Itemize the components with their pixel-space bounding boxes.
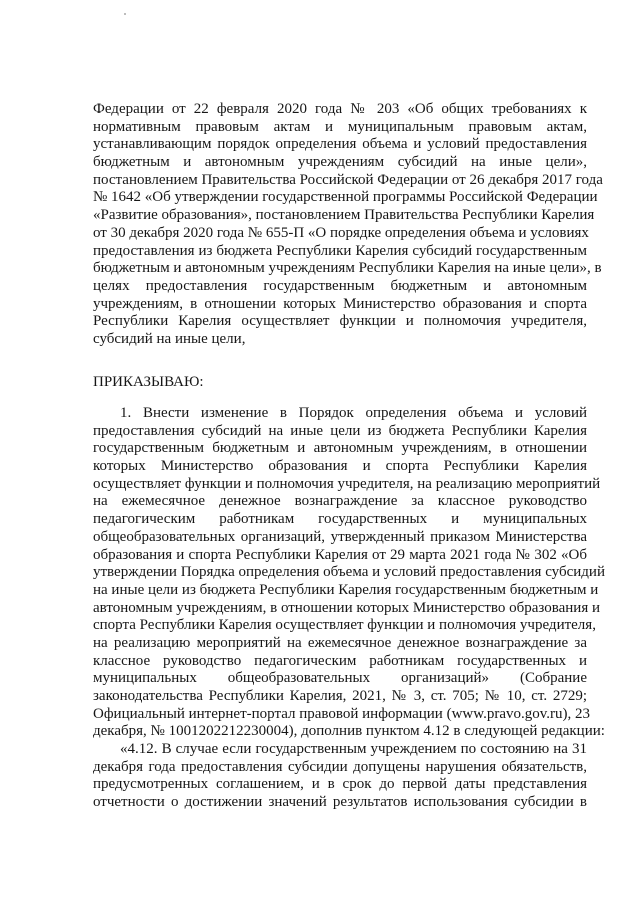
item-line: педагогическим работникам государственных и муниципальных	[93, 511, 587, 528]
item-line: общеобразовательных организаций, утвержденный приказом Министерства	[93, 528, 587, 545]
preamble-line: целях предоставления государственным бюджетным и автономным	[93, 277, 587, 294]
item-line: спорта Республики Карелия осуществляет функции и полномочия учредителя,	[93, 617, 596, 634]
item-line: государственным бюджетным и автономным учреждениям, в отношении	[93, 440, 587, 457]
item-line: декабря, № 1001202212230004), дополнив пунктом 4.12 в следующей редакции:	[93, 723, 605, 740]
item-line: муниципальных общеобразовательных организаций» (Собрание	[93, 670, 587, 687]
item-line: автономным учреждениям, в отношении которых Министерство образования и	[93, 599, 601, 616]
item-1-paragraph	[93, 405, 605, 812]
item-line: Официальный интернет-портал правовой информации (www.pravo.gov.ru), 23	[93, 705, 591, 722]
item-line: декабря года предоставления субсидии допущены нарушения обязательств,	[93, 758, 587, 775]
item-line: образования и спорта Республики Карелия от 29 марта 2021 года № 302 «Об	[93, 546, 587, 563]
preamble-line: устанавливающим порядок определения объема и условий предоставления	[93, 136, 587, 153]
item-line: утверждении Порядка определения объема и условий предоставления субсидий	[93, 564, 605, 581]
item-line: на реализацию мероприятий на ежемесячное денежное вознаграждение за	[93, 634, 587, 651]
preamble-line: нормативным правовым актам и муниципальным правовым актам,	[93, 118, 587, 135]
preamble-line: предоставления из бюджета Республики Карелия субсидий государственным	[93, 242, 587, 259]
preamble-line: «Развитие образования», постановлением Правительства Республики Карелия	[93, 207, 595, 224]
item-line: предоставления субсидий на иные цели из бюджета Республики Карелия	[93, 422, 587, 439]
preamble-line: № 1642 «Об утверждении государственной программы Российской Федерации	[93, 189, 598, 206]
item-line: предусмотренных соглашением, и в срок до первой даты представления	[93, 776, 587, 793]
item-line: на иные цели из бюджета Республики Карелия государственным бюджетным и	[93, 581, 599, 598]
item-line: «4.12. В случае если государственным учреждением по состоянию на 31	[120, 741, 587, 758]
item-line: на ежемесячное денежное вознаграждение за классное руководство	[93, 493, 587, 510]
preamble-paragraph	[93, 101, 603, 349]
preamble-line: от 30 декабря 2020 года № 655-П «О порядке определения объема и условиях	[93, 224, 589, 241]
preamble-line: учреждениям, в отношении которых Министерство образования и спорта	[93, 295, 587, 312]
scan-speck	[124, 13, 126, 15]
preamble-line: постановлением Правительства Российской Федерации от 26 декабря 2017 года	[93, 171, 603, 188]
item-line: осуществляет функции и полномочия учредителя, на реализацию мероприятий	[93, 475, 601, 492]
preamble-line: Республики Карелия осуществляет функции и полномочия учредителя,	[93, 313, 587, 330]
preamble-line: субсидий на иные цели,	[93, 330, 246, 347]
item-line: классное руководство педагогическим работникам государственных и	[93, 652, 587, 669]
preamble-line: бюджетным и автономным учреждениям Республики Карелия на иные цели», в	[93, 260, 602, 277]
item-line: отчетности о достижении значений результатов использования субсидии в	[93, 794, 587, 811]
preamble-line: бюджетным и автономным учреждениям субсидий на иные цели»,	[93, 154, 587, 171]
item-line: которых Министерство образования и спорта Республики Карелия	[93, 458, 587, 475]
item-line: 1. Внести изменение в Порядок определения объема и условий	[120, 405, 587, 421]
item-line: законодательства Республики Карелия, 2021, № 3, ст. 705; № 10, ст. 2729;	[93, 688, 587, 704]
order-heading: ПРИКАЗЫВАЮ:	[93, 374, 204, 390]
preamble-line: Федерации от 22 февраля 2020 года № 203 «Об общих требованиях к	[93, 101, 587, 117]
